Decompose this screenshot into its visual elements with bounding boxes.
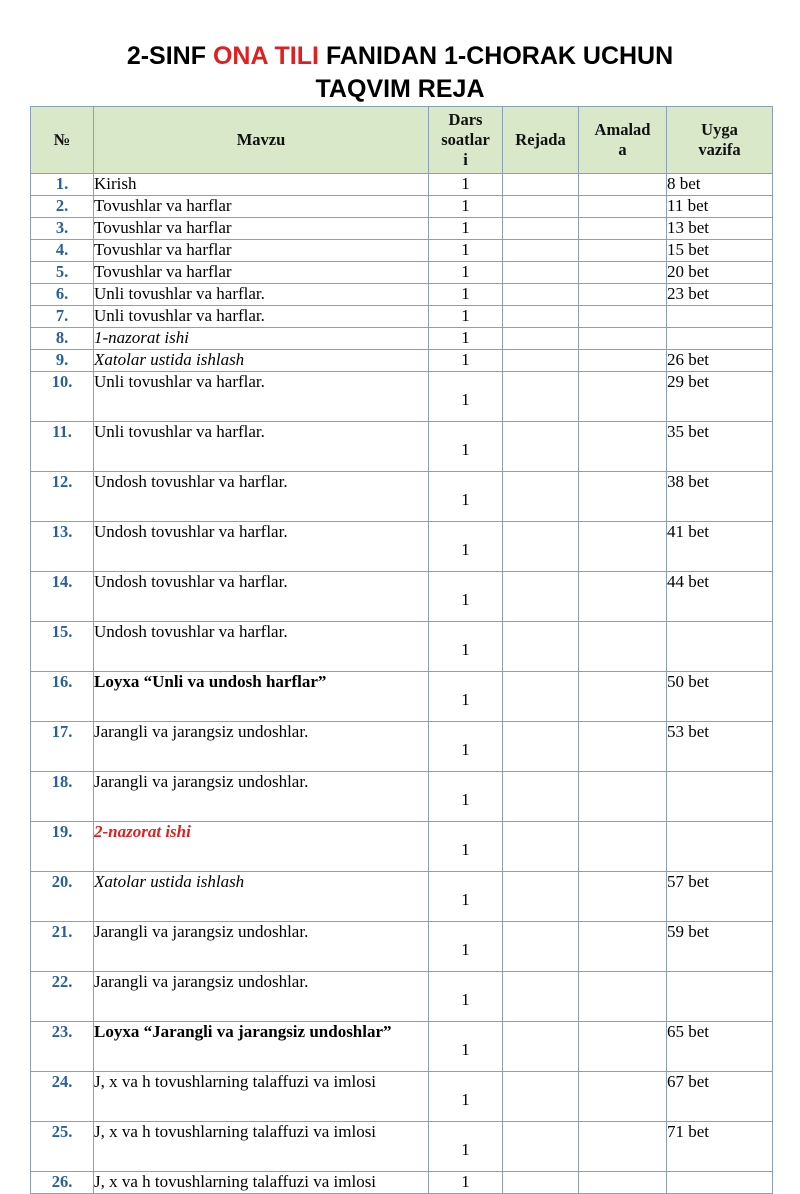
table-row [31, 572, 773, 622]
row-hours: 1 [429, 174, 503, 196]
row-actual [579, 972, 667, 1022]
row-homework: 11 bet [667, 196, 773, 218]
topic-text: Jarangli va jarangsiz undoshlar. [94, 922, 309, 941]
title-line-2: TAQVIM REJA [315, 75, 485, 103]
row-planned [503, 372, 579, 422]
row-topic [94, 372, 429, 422]
row-number: 19. [31, 822, 94, 872]
row-topic [94, 672, 429, 722]
row-hours: 1 [429, 1022, 503, 1072]
row-number: 5. [31, 262, 94, 284]
topic-text: Kirish [94, 174, 137, 193]
row-hours: 1 [429, 328, 503, 350]
row-planned [503, 522, 579, 572]
row-planned [503, 572, 579, 622]
row-planned [503, 350, 579, 372]
topic-text: Xatolar ustida ishlash [94, 872, 245, 891]
row-topic [94, 522, 429, 572]
table-row [31, 1172, 773, 1194]
table-row [31, 1072, 773, 1122]
row-actual [579, 472, 667, 522]
row-number: 20. [31, 872, 94, 922]
row-planned [503, 822, 579, 872]
topic-text: Xatolar ustida ishlash [94, 350, 245, 369]
table-row [31, 972, 773, 1022]
table-row [31, 1022, 773, 1072]
title-line-1 [0, 40, 800, 73]
header-hours: Dars soatlar i [429, 107, 503, 174]
row-actual [579, 372, 667, 422]
table-row [31, 422, 773, 472]
header-actual: Amalad a [579, 107, 667, 174]
row-actual [579, 328, 667, 350]
row-hours: 1 [429, 422, 503, 472]
row-planned [503, 262, 579, 284]
row-homework: 65 bet [667, 1022, 773, 1072]
row-number: 24. [31, 1072, 94, 1122]
row-number: 18. [31, 772, 94, 822]
row-actual [579, 218, 667, 240]
row-planned [503, 772, 579, 822]
row-topic [94, 872, 429, 922]
row-homework: 71 bet [667, 1122, 773, 1172]
row-hours: 1 [429, 972, 503, 1022]
row-actual [579, 284, 667, 306]
table-row [31, 472, 773, 522]
topic-text: Tovushlar va harflar [94, 262, 232, 281]
row-homework [667, 822, 773, 872]
row-planned [503, 472, 579, 522]
row-topic [94, 722, 429, 772]
row-hours: 1 [429, 672, 503, 722]
row-homework [667, 1172, 773, 1194]
row-actual [579, 174, 667, 196]
row-topic [94, 922, 429, 972]
row-hours: 1 [429, 218, 503, 240]
row-number: 17. [31, 722, 94, 772]
row-homework: 26 bet [667, 350, 773, 372]
row-number: 23. [31, 1022, 94, 1072]
row-number: 16. [31, 672, 94, 722]
topic-text: Jarangli va jarangsiz undoshlar. [94, 972, 309, 991]
topic-text: Tovushlar va harflar [94, 218, 232, 237]
row-number: 8. [31, 328, 94, 350]
row-actual [579, 350, 667, 372]
table-row [31, 196, 773, 218]
row-topic [94, 422, 429, 472]
topic-text: Loyxa “Unli va undosh harflar” [94, 672, 327, 691]
topic-text: 1-nazorat ishi [94, 328, 189, 347]
row-topic [94, 472, 429, 522]
row-topic [94, 240, 429, 262]
row-actual [579, 672, 667, 722]
row-topic [94, 196, 429, 218]
row-topic [94, 822, 429, 872]
header-homework: Uyga vazifa [667, 107, 773, 174]
row-homework [667, 306, 773, 328]
header-topic: Mavzu [94, 107, 429, 174]
document-title [0, 40, 800, 106]
row-actual [579, 196, 667, 218]
topic-text: Jarangli va jarangsiz undoshlar. [94, 722, 309, 741]
row-planned [503, 622, 579, 672]
topic-text: Jarangli va jarangsiz undoshlar. [94, 772, 309, 791]
row-topic [94, 1022, 429, 1072]
row-actual [579, 622, 667, 672]
row-hours: 1 [429, 306, 503, 328]
table-row [31, 772, 773, 822]
row-topic [94, 306, 429, 328]
row-topic [94, 622, 429, 672]
table-row [31, 306, 773, 328]
row-topic [94, 972, 429, 1022]
row-homework [667, 622, 773, 672]
row-actual [579, 822, 667, 872]
table-row [31, 822, 773, 872]
topic-text: Undosh tovushlar va harflar. [94, 622, 288, 641]
row-topic [94, 218, 429, 240]
topic-text: Unli tovushlar va harflar. [94, 284, 265, 303]
topic-text: Undosh tovushlar va harflar. [94, 472, 288, 491]
row-hours: 1 [429, 196, 503, 218]
row-topic [94, 350, 429, 372]
header-planned: Rejada [503, 107, 579, 174]
row-actual [579, 1072, 667, 1122]
row-hours: 1 [429, 622, 503, 672]
row-homework: 41 bet [667, 522, 773, 572]
row-planned [503, 218, 579, 240]
row-number: 26. [31, 1172, 94, 1194]
header-number: № [31, 107, 94, 174]
row-hours: 1 [429, 722, 503, 772]
topic-text: Unli tovushlar va harflar. [94, 422, 265, 441]
row-number: 21. [31, 922, 94, 972]
row-number: 22. [31, 972, 94, 1022]
row-number: 25. [31, 1122, 94, 1172]
topic-text: Tovushlar va harflar [94, 196, 232, 215]
table-row [31, 922, 773, 972]
row-actual [579, 240, 667, 262]
topic-text: J, x va h tovushlarning talaffuzi va imlosi [94, 1072, 377, 1091]
row-number: 7. [31, 306, 94, 328]
table-row [31, 174, 773, 196]
table-row [31, 1122, 773, 1172]
row-homework: 15 bet [667, 240, 773, 262]
row-number: 1. [31, 174, 94, 196]
row-number: 2. [31, 196, 94, 218]
row-number: 11. [31, 422, 94, 472]
topic-text: J, x va h tovushlarning talaffuzi va imlosi [94, 1122, 377, 1141]
row-planned [503, 306, 579, 328]
row-topic [94, 1172, 429, 1194]
title-grade: 2-SINF [126, 42, 207, 70]
row-number: 15. [31, 622, 94, 672]
row-actual [579, 422, 667, 472]
row-homework [667, 772, 773, 822]
topic-text: 2-nazorat ishi [94, 822, 191, 841]
row-planned [503, 284, 579, 306]
topic-text: Undosh tovushlar va harflar. [94, 572, 288, 591]
title-subject: ONA TILI [212, 42, 319, 70]
topic-text: Loyxa “Jarangli va jarangsiz undoshlar” [94, 1022, 392, 1041]
row-number: 9. [31, 350, 94, 372]
row-actual [579, 262, 667, 284]
row-homework [667, 972, 773, 1022]
row-topic [94, 772, 429, 822]
table-row [31, 240, 773, 262]
topic-text: J, x va h tovushlarning talaffuzi va imlosi [94, 1172, 377, 1191]
row-topic [94, 328, 429, 350]
table-header-row [31, 107, 773, 174]
row-planned [503, 672, 579, 722]
row-actual [579, 306, 667, 328]
row-planned [503, 1072, 579, 1122]
row-hours: 1 [429, 1172, 503, 1194]
row-hours: 1 [429, 472, 503, 522]
title-rest: FANIDAN 1-CHORAK UCHUN [325, 42, 674, 70]
row-topic [94, 1072, 429, 1122]
row-hours: 1 [429, 522, 503, 572]
row-number: 14. [31, 572, 94, 622]
row-topic [94, 572, 429, 622]
row-hours: 1 [429, 262, 503, 284]
row-number: 10. [31, 372, 94, 422]
row-planned [503, 972, 579, 1022]
table-row [31, 722, 773, 772]
row-hours: 1 [429, 350, 503, 372]
topic-text: Unli tovushlar va harflar. [94, 372, 265, 391]
row-number: 6. [31, 284, 94, 306]
row-topic [94, 262, 429, 284]
table-row [31, 218, 773, 240]
row-homework: 8 bet [667, 174, 773, 196]
row-homework: 53 bet [667, 722, 773, 772]
row-hours: 1 [429, 572, 503, 622]
row-planned [503, 1022, 579, 1072]
row-homework [667, 328, 773, 350]
row-topic [94, 174, 429, 196]
table-row [31, 372, 773, 422]
row-homework: 20 bet [667, 262, 773, 284]
row-actual [579, 522, 667, 572]
row-homework: 23 bet [667, 284, 773, 306]
row-hours: 1 [429, 822, 503, 872]
row-planned [503, 1122, 579, 1172]
row-planned [503, 422, 579, 472]
row-planned [503, 722, 579, 772]
row-hours: 1 [429, 372, 503, 422]
table-row [31, 672, 773, 722]
row-planned [503, 240, 579, 262]
row-homework: 29 bet [667, 372, 773, 422]
row-hours: 1 [429, 240, 503, 262]
table-row [31, 284, 773, 306]
row-planned [503, 922, 579, 972]
row-homework: 50 bet [667, 672, 773, 722]
row-hours: 1 [429, 872, 503, 922]
row-planned [503, 328, 579, 350]
row-topic [94, 284, 429, 306]
row-hours: 1 [429, 284, 503, 306]
row-planned [503, 174, 579, 196]
table-row [31, 328, 773, 350]
row-homework: 44 bet [667, 572, 773, 622]
row-hours: 1 [429, 772, 503, 822]
row-number: 13. [31, 522, 94, 572]
row-planned [503, 1172, 579, 1194]
row-planned [503, 872, 579, 922]
row-hours: 1 [429, 1122, 503, 1172]
table-row [31, 262, 773, 284]
row-homework: 59 bet [667, 922, 773, 972]
topic-text: Undosh tovushlar va harflar. [94, 522, 288, 541]
topic-text: Unli tovushlar va harflar. [94, 306, 265, 325]
table-row [31, 622, 773, 672]
row-number: 12. [31, 472, 94, 522]
row-actual [579, 722, 667, 772]
row-actual [579, 872, 667, 922]
row-topic [94, 1122, 429, 1172]
row-actual [579, 1022, 667, 1072]
row-actual [579, 1122, 667, 1172]
row-actual [579, 922, 667, 972]
row-planned [503, 196, 579, 218]
row-homework: 38 bet [667, 472, 773, 522]
table-row [31, 522, 773, 572]
row-hours: 1 [429, 922, 503, 972]
topic-text: Tovushlar va harflar [94, 240, 232, 259]
table-row [31, 872, 773, 922]
row-hours: 1 [429, 1072, 503, 1122]
row-actual [579, 772, 667, 822]
row-actual [579, 572, 667, 622]
row-number: 3. [31, 218, 94, 240]
row-number: 4. [31, 240, 94, 262]
row-homework: 13 bet [667, 218, 773, 240]
row-actual [579, 1172, 667, 1194]
row-homework: 35 bet [667, 422, 773, 472]
table-row [31, 350, 773, 372]
lesson-plan-table [30, 106, 773, 1194]
row-homework: 57 bet [667, 872, 773, 922]
row-homework: 67 bet [667, 1072, 773, 1122]
